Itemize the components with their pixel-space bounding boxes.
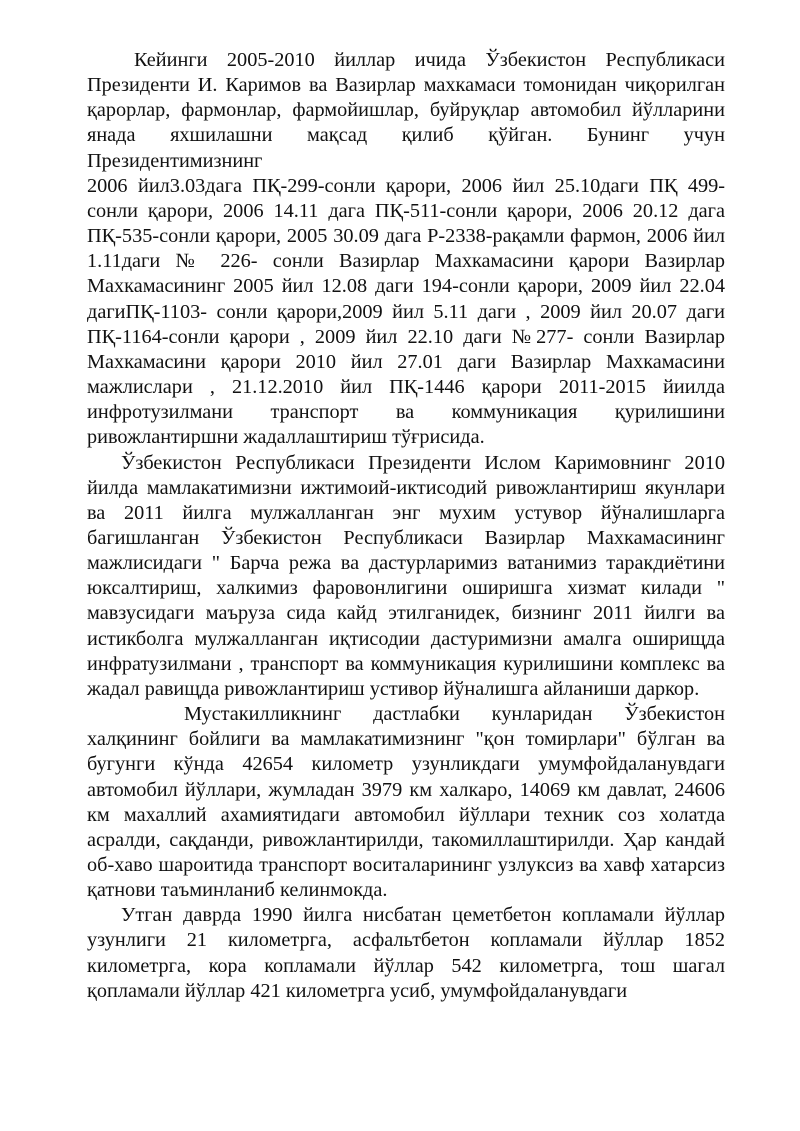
- document-page: [87, 48, 725, 1004]
- paragraph-decrees-list: 2006 йил3.03дага ПҚ-299-сонли қарори, 2006 йил 25.10даги ПҚ 499-сонли қарори, 2006 14.11 дага ПҚ-511-сонли қарори, 2006 20.12 дага ПҚ-535-сонли қарори, 2005 30.09 дага Р-2338-рақамли фармон, 2006 йил 1.11даги № 226- сонли Вазирлар Махкамасини қарори Вазирлар Махкамасининг 2005 йил 12.08 даги 194-сонли қарори, 2009 йил 22.04 дагиПҚ-1103- сонли қарори,2009 йил 5.11 даги , 2009 йил 20.07 даги ПҚ-1164-сонли қарори , 2009 йил 22.10 даги №277- сонли Вазирлар Махкамасини қарори 2010 йил 27.01 даги Вазирлар Махкамасини мажлислари , 21.12.2010 йил ПҚ-1446 қарори 2011-2015 йиилда инфротузилмани транспорт ва коммуникация қурилишини ривожлантиршни жадаллаштириш тўғрисида.: [87, 174, 725, 449]
- paragraph-road-network: Мустакилликнинг дастлабки кунларидан Ўзбекистон халқининг бойлиги ва мамлакатимизнинг "қон томирлари" бўлган ва бугунги кўнда 42654 километр узунликдаги умумфойдаланувдаги автомобил йўллари, жумладан 3979 км халкаро, 14069 км давлат, 24606 км махаллий ахамиятидаги автомобил йўллари техник соз холатда асралди, сақданди, ривожлантирилди, такомиллаштирилди. Ҳар кандай об-хаво шароитида транспорт воситаларининг узлуксиз ва хавф хатарсиз қатнови таъминланиб келинмокда.: [87, 703, 725, 902]
- paragraph-president-speech: Ўзбекистон Республикаси Президенти Ислом Каримовнинг 2010 йилда мамлакатимизни ижтимоий-иктисодий ривожлантириш якунлари ва 2011 йилга мулжалланган энг мухим устувор йўналишларга багишланган Ўзбекистон Республикаси Вазирлар Махкамасининг мажлисидаги " Барча режа ва дастурларимиз ватанимиз таракдиётини юксалтириш, халкимиз фаровонлигини оширишга хизмат килади " мавзусидаги маъруза сида кайд этилганидек, бизнинг 2011 йилги ва истикболга мулжалланган иқтисодии дастуримизни амалга оширищда инфратузилмани , транспорт ва коммуникация курилишини комплекс ва жадал равищда ривожлантириш устивор йўналишга айланиши даркор.: [87, 451, 725, 700]
- paragraph-intro: Кейинги 2005-2010 йиллар ичида Ўзбекистон Республикаси Президенти И. Каримов ва Вазирлар махкамаси томонидан чиқорилган қарорлар, фармонлар, фармойишлар, буйруқлар автомобил йўлларини янада яхшилашни мақсад қилиб қўйган. Бунинг учун Президентимизнинг: [87, 49, 725, 172]
- paragraph-road-growth: Утган даврда 1990 йилга нисбатан цеметбетон копламали йўллар узунлиги 21 километрга, асфальтбетон копламали йўллар 1852 километрга, кора копламали йўллар 542 километрга, тош шагал қопламали йўллар 421 километрга усиб, умумфойдаланувдаги: [87, 904, 725, 1002]
